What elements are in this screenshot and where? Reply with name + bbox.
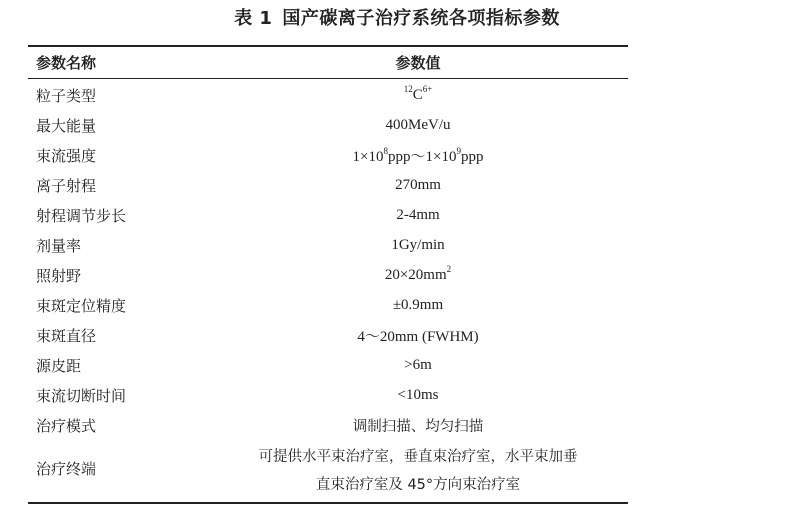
element-symbol: C <box>412 86 423 103</box>
table-row <box>28 380 628 410</box>
table-row <box>28 140 628 170</box>
table-row <box>28 170 628 200</box>
row-value: 400MeV/u <box>385 116 451 133</box>
row-name: 治疗终端 <box>36 460 97 478</box>
row-name: 束斑直径 <box>36 326 97 345</box>
row-value: >6m <box>404 356 432 373</box>
row-name: 源皮距 <box>36 356 82 375</box>
row-name: 剂量率 <box>36 236 82 255</box>
row-name: 最大能量 <box>36 116 97 135</box>
row-value <box>208 145 628 166</box>
table-row <box>28 110 628 140</box>
row-name: 离子射程 <box>36 176 97 195</box>
table-number: 表 1 <box>234 8 273 29</box>
header-parameter-name: 参数名称 <box>36 54 97 72</box>
value-line: 可提供水平束治疗室，垂直束治疗室，水平束加垂 <box>258 449 578 465</box>
row-name: 射程调节步长 <box>36 206 127 225</box>
row-name: 粒子类型 <box>36 86 97 105</box>
row-value: 调制扫描、均匀扫描 <box>352 418 484 435</box>
table-row <box>28 410 628 440</box>
row-name: 治疗模式 <box>36 416 97 435</box>
row-value <box>208 263 628 284</box>
table-row <box>28 350 628 380</box>
row-value: 270mm <box>395 176 441 193</box>
row-value: 2-4mm <box>396 206 440 223</box>
row-value: ±0.9mm <box>392 296 444 313</box>
table-row <box>28 290 628 320</box>
exponent-superscript: 8 <box>383 145 388 156</box>
charge-superscript: 6+ <box>422 83 433 94</box>
header-parameter-value: 参数值 <box>395 54 441 72</box>
exponent-superscript: 9 <box>456 145 461 156</box>
row-name: 束流切断时间 <box>36 386 127 405</box>
table-body <box>28 80 628 502</box>
table-header <box>28 47 628 78</box>
row-value: 1Gy/min <box>391 236 445 253</box>
row-name: 束斑定位精度 <box>36 296 127 315</box>
table-row <box>28 320 628 350</box>
table-title-text: 国产碳离子治疗系统各项指标参数 <box>282 8 560 29</box>
table-row <box>28 230 628 260</box>
value-segment: 1×10 <box>352 148 384 165</box>
table-title <box>0 6 794 32</box>
exponent-superscript: 2 <box>446 263 452 274</box>
value-segment: 20×20mm <box>384 266 447 283</box>
value-segment: ppp～1×10 <box>388 148 457 165</box>
table-row <box>28 200 628 230</box>
row-name: 束流强度 <box>36 146 97 165</box>
table-header-rule <box>28 78 628 79</box>
mass-number-superscript: 12 <box>403 83 413 94</box>
value-segment: ppp <box>460 148 484 165</box>
table-row <box>28 260 628 290</box>
table-row <box>28 80 628 110</box>
table-bottom-rule <box>28 502 628 504</box>
row-name: 照射野 <box>36 266 82 285</box>
row-value <box>208 83 628 104</box>
row-value: <10ms <box>397 386 439 403</box>
table-row <box>28 440 628 502</box>
value-line: 直束治疗室及 45°方向束治疗室 <box>315 477 521 493</box>
row-value: 4～20mm (FWHM) <box>357 328 479 345</box>
row-value <box>208 443 628 499</box>
